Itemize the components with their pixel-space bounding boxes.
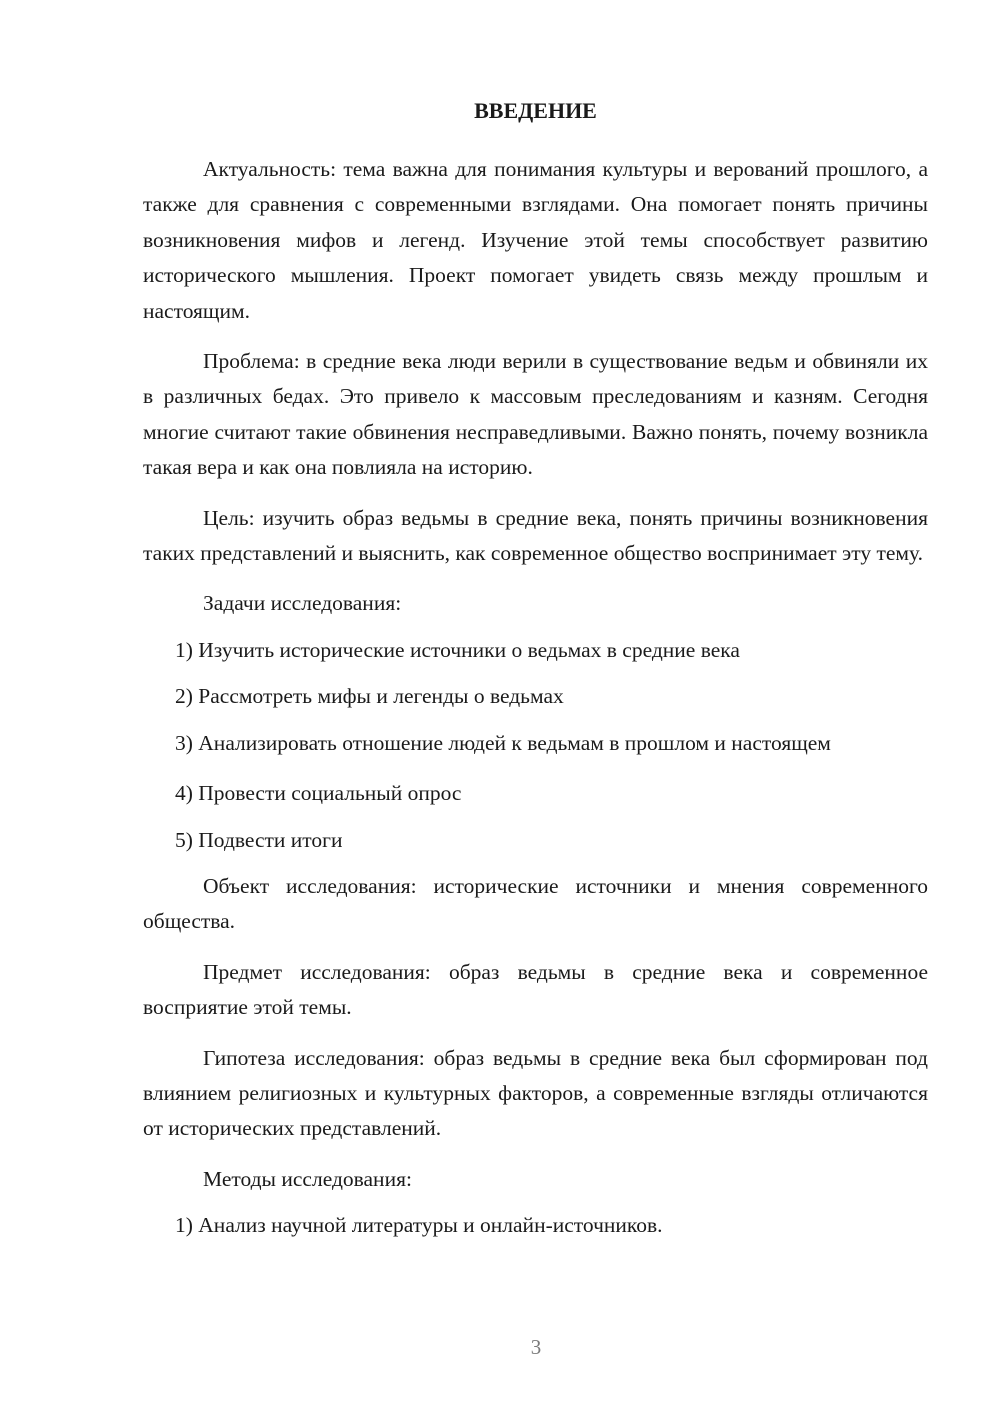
- page-content: [143, 96, 928, 1259]
- list-item: 3) Анализировать отношение людей к ведьмам в прошлом и настоящем: [175, 730, 831, 755]
- list-item: 4) Провести социальный опрос: [175, 781, 462, 806]
- list-item: 5) Подвести итоги: [175, 827, 343, 852]
- object-paragraph: Объект исследования: исторические источники и мнения современного общества.: [143, 873, 928, 934]
- hypothesis-paragraph: Гипотеза исследования: образ ведьмы в средние века был сформирован под влиянием религиозных и культурных факторов, а современные взгляды отличаются от исторических представлений.: [143, 1045, 928, 1141]
- methods-heading: Методы исследования:: [203, 1166, 412, 1191]
- page-title: ВВЕДЕНИЕ: [474, 98, 597, 123]
- list-item: 1) Анализ научной литературы и онлайн-источников.: [175, 1213, 663, 1238]
- list-item: 2) Рассмотреть мифы и легенды о ведьмах: [175, 684, 564, 709]
- page-number: 3: [530, 1335, 542, 1359]
- goal-paragraph: Цель: изучить образ ведьмы в средние века, понять причины возникновения таких представлений и выяснить, как современное общество воспринимает эту тему.: [143, 505, 928, 566]
- list-item: 1) Изучить исторические источники о ведьмах в средние века: [175, 637, 740, 662]
- tasks-heading: Задачи исследования:: [203, 591, 402, 616]
- problem-paragraph: Проблема: в средние века люди верили в существование ведьм и обвиняли их в различных бедах. Это привело к массовым преследованиям и казням. Сегодня многие считают такие обвинения несправедливыми. Важно понять, почему возникла такая вера и как она повлияла на историю.: [143, 349, 928, 480]
- relevance-paragraph: Актуальность: тема важна для понимания культуры и верований прошлого, а также для сравнения с современными взглядами. Она помогает понять причины возникновения мифов и легенд. Изучение этой темы способствует развитию исторического мышления. Проект помогает увидеть связь между прошлым и настоящим.: [143, 157, 928, 323]
- subject-paragraph: Предмет исследования: образ ведьмы в средние века и современное восприятие этой темы.: [143, 959, 928, 1020]
